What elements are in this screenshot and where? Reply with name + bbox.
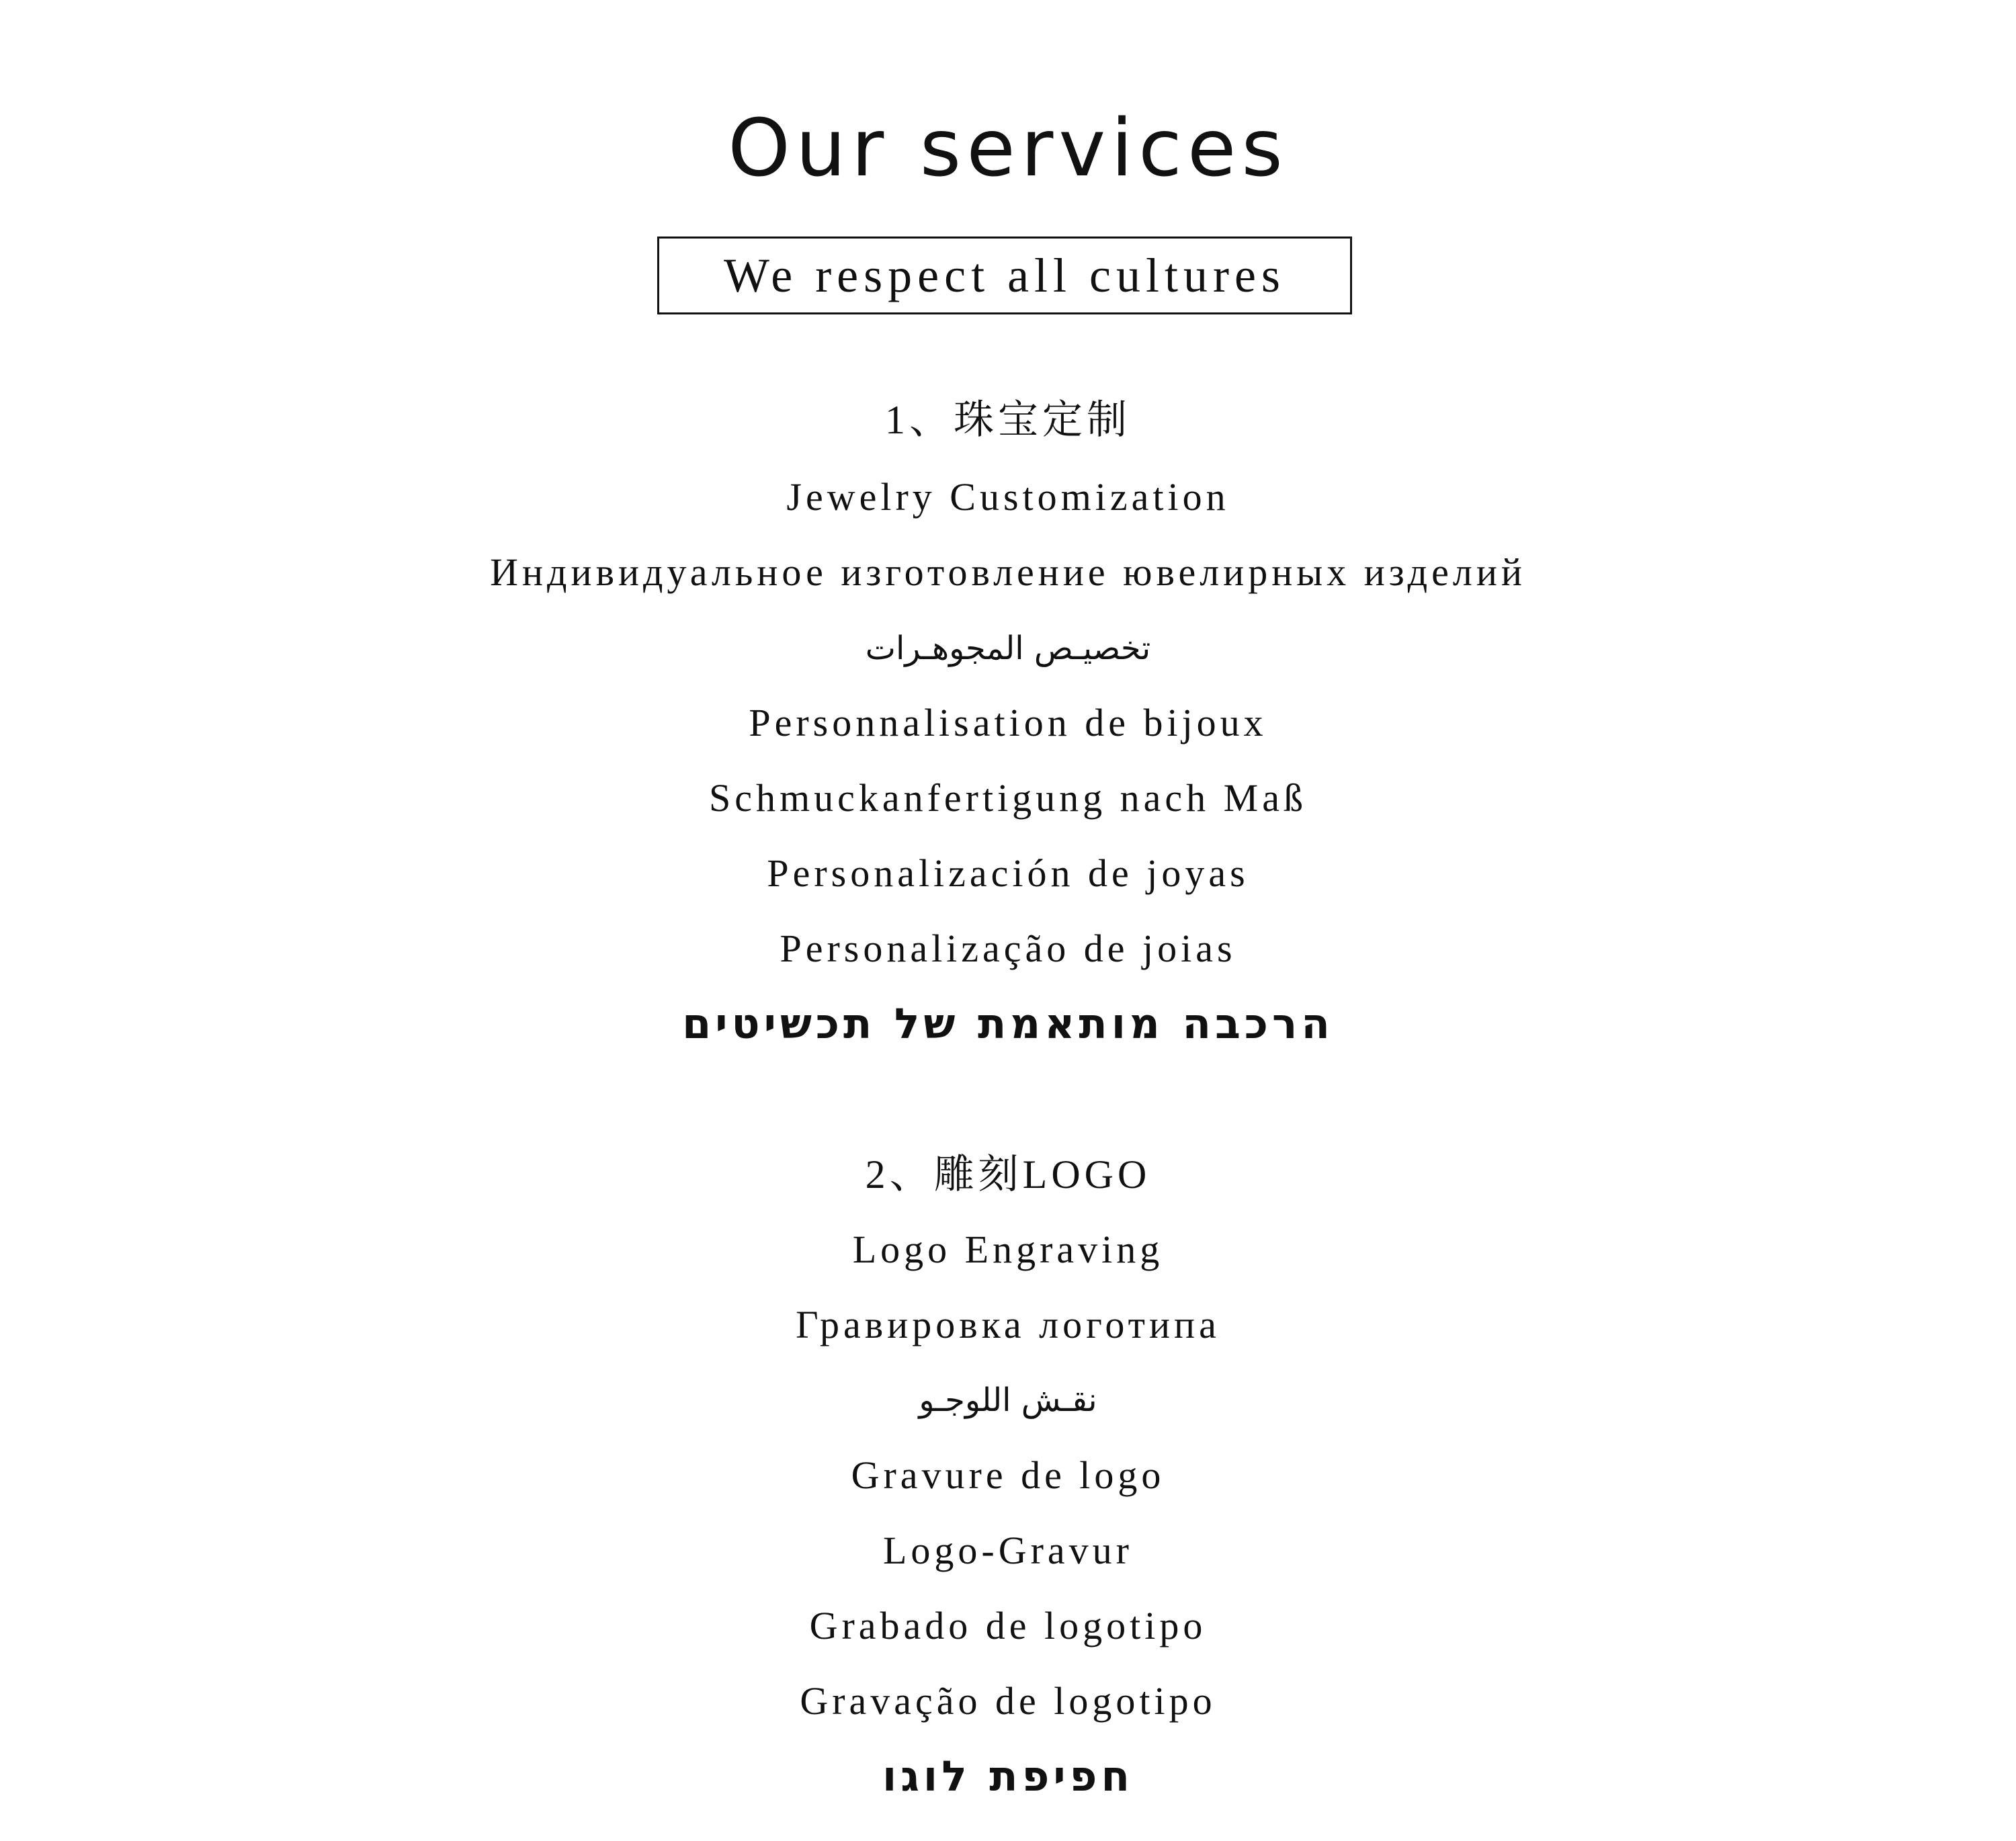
section-1-russian: Индивидуальное изготовление ювелирных изделий	[490, 550, 1526, 594]
section-2-english: Logo Engraving	[852, 1228, 1164, 1271]
section-1-heading: 1、珠宝定制	[885, 398, 1131, 442]
page-title: Our services	[728, 101, 1288, 194]
section-1-arabic: تخصيـص المجوهـرات	[865, 630, 1151, 667]
section-2-french: Gravure de logo	[851, 1453, 1165, 1497]
section-2-spanish: Grabado de logotipo	[809, 1604, 1207, 1647]
section-2-german: Logo-Gravur	[882, 1529, 1133, 1572]
section-1-german: Schmuckanfertigung nach Maß	[708, 776, 1307, 820]
section-1-hebrew: הרכבה מותאמת של תכשיטים	[682, 999, 1334, 1048]
section-2-russian: Гравировка логотипа	[796, 1303, 1220, 1346]
section-1-french: Personnalisation de bijoux	[749, 701, 1267, 744]
section-1-portuguese: Personalização de joias	[780, 927, 1236, 970]
section-2-hebrew: חפיפת לוגו	[882, 1752, 1134, 1801]
section-1-spanish: Personalización de joyas	[767, 851, 1249, 895]
tagline-text: We respect all cultures	[724, 248, 1286, 302]
section-2-heading: 2、雕刻LOGO	[865, 1152, 1151, 1197]
section-1-english: Jewelry Customization	[786, 475, 1230, 519]
section-2-arabic: نقـش اللوجـو	[919, 1381, 1097, 1419]
section-2-portuguese: Gravação de logotipo	[800, 1679, 1216, 1723]
tagline-box	[657, 237, 1352, 314]
